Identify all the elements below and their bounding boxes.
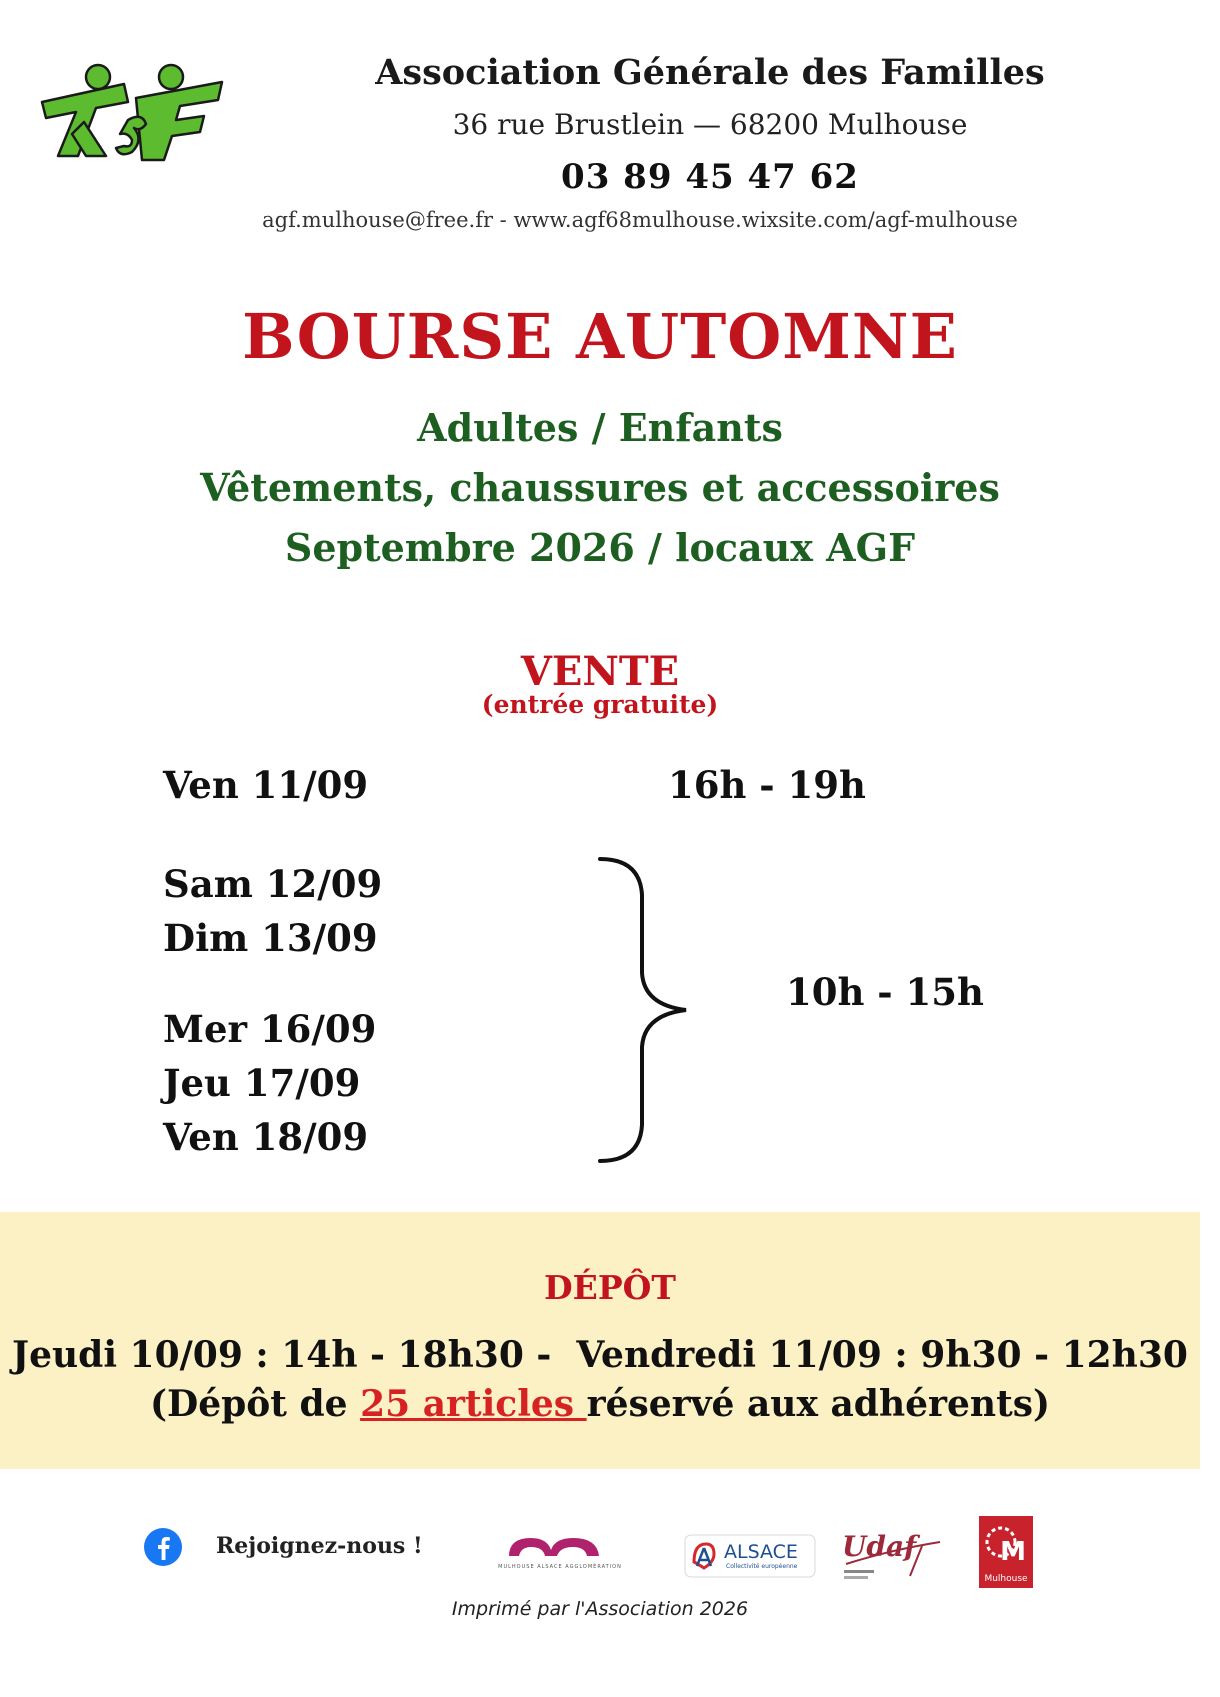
svg-text:Collectivité européenne: Collectivité européenne — [726, 1563, 798, 1570]
depot-times: Jeudi 10/09 : 14h - 18h30 - Vendredi 11/09 : 9h30 - 12h30 — [12, 1334, 1188, 1376]
org-name: Association Générale des Familles — [375, 52, 1045, 93]
sale-day: Dim 13/09 — [163, 916, 378, 960]
join-us-text: Rejoignez-nous ! — [216, 1533, 423, 1559]
depot-heading: DÉPÔT — [544, 1268, 676, 1307]
svg-text:M: M — [1000, 1537, 1026, 1567]
m2a-logo — [498, 1530, 622, 1578]
org-phone: 03 89 45 47 62 — [561, 157, 859, 197]
svg-text:MULHOUSE ALSACE AGGLOMÉRATION: MULHOUSE ALSACE AGGLOMÉRATION — [498, 1564, 622, 1570]
org-contact[interactable]: agf.mulhouse@free.fr - www.agf68mulhouse.wixsite.com/agf-mulhouse — [262, 208, 1018, 232]
event-items: Vêtements, chaussures et accessoires — [200, 465, 1000, 510]
event-audience: Adultes / Enfants — [417, 405, 783, 450]
vente-heading: VENTE — [520, 648, 680, 695]
udaf-logo — [840, 1526, 946, 1586]
org-address: 36 rue Brustlein — 68200 Mulhouse — [452, 108, 968, 141]
grouping-brace — [596, 855, 696, 1165]
sale-hours-grouped: 10h - 15h — [786, 970, 984, 1014]
event-date-place: Septembre 2026 / locaux AGF — [284, 525, 916, 570]
mulhouse-logo — [979, 1516, 1033, 1588]
sale-hours-first: 16h - 19h — [668, 763, 866, 807]
sale-day: Mer 16/09 — [163, 1007, 377, 1051]
sale-day: Ven 18/09 — [163, 1115, 369, 1159]
depot-note — [0, 1383, 1200, 1425]
svg-text:Udaf: Udaf — [842, 1530, 917, 1563]
depot-note-suffix: réservé aux adhérents) — [586, 1383, 1051, 1425]
alsace-logo — [684, 1534, 816, 1578]
sale-day: Ven 11/09 — [163, 763, 369, 807]
event-title: BOURSE AUTOMNE — [242, 300, 958, 373]
vente-note: (entrée gratuite) — [481, 690, 719, 719]
facebook-icon[interactable] — [143, 1527, 183, 1567]
svg-text:Mulhouse: Mulhouse — [984, 1574, 1028, 1584]
depot-articles-count: 25 articles — [360, 1383, 587, 1425]
agf-logo — [36, 62, 226, 166]
printed-by: Imprimé par l'Association 2026 — [451, 1598, 749, 1620]
sale-day: Sam 12/09 — [163, 862, 383, 906]
depot-note-prefix: (Dépôt de — [149, 1383, 361, 1425]
svg-text:ALSACE: ALSACE — [724, 1541, 798, 1563]
sale-day: Jeu 17/09 — [163, 1061, 361, 1105]
